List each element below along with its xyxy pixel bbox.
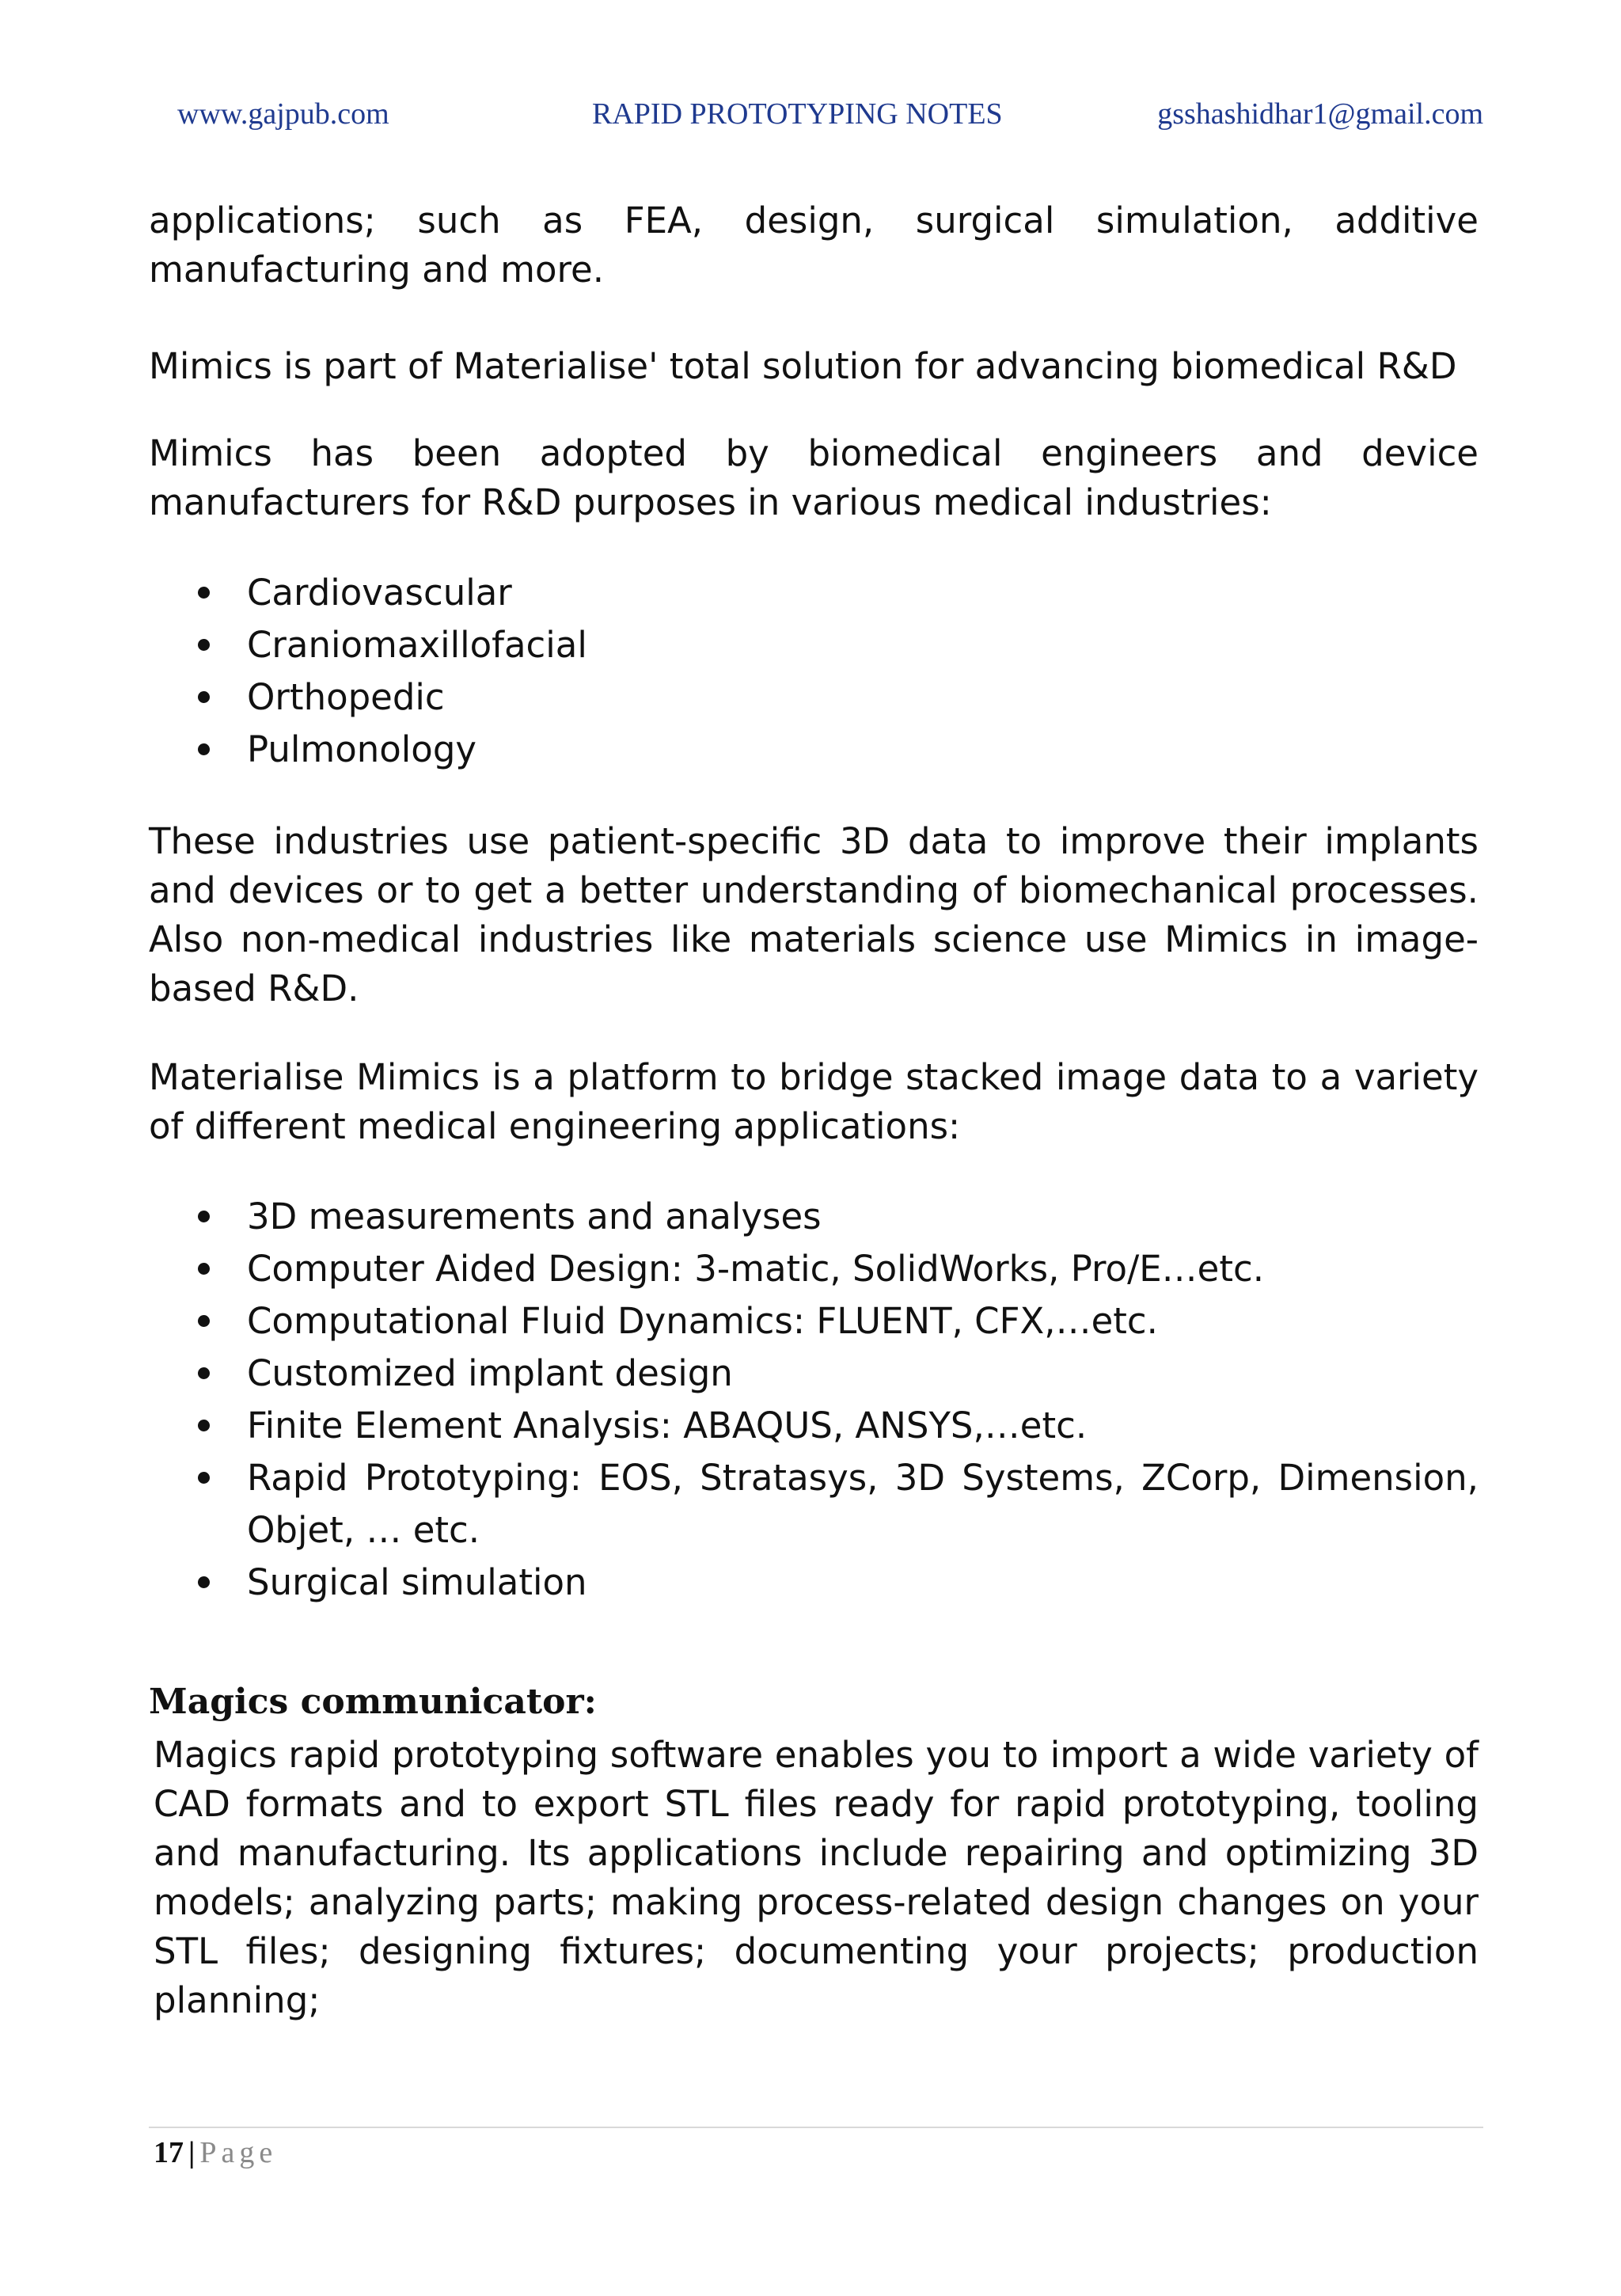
page-number: 17 (154, 2136, 184, 2169)
bullet-icon (198, 587, 210, 599)
bullet-icon (198, 743, 210, 755)
list-item (247, 619, 1479, 671)
bullet-icon (198, 1211, 210, 1222)
list-item (247, 724, 1479, 776)
list-item-text: Customized implant design (247, 1352, 733, 1394)
footer-divider (149, 2127, 1483, 2128)
page-label: Page (199, 2136, 278, 2169)
bullet-icon (198, 1367, 210, 1379)
footer-separator: | (188, 2136, 196, 2169)
list-item (247, 1295, 1479, 1348)
bullet-icon (198, 1576, 210, 1588)
document-body (149, 196, 1479, 2025)
bullet-icon (198, 1315, 210, 1327)
list-item (247, 1400, 1479, 1452)
list-item-text: Rapid Prototyping: EOS, Stratasys, 3D Systems, ZCorp, Dimension, Objet, … etc. (247, 1457, 1479, 1551)
list-item (247, 1557, 1479, 1609)
paragraph-magics: Magics rapid prototyping software enables you to import a wide variety of CAD formats and to export STL files ready for rapid prototyping, tooling and manufacturing. Its applications include repairing and optimizing 3D models; analyzing parts; making process-related design changes on your STL files; designing fixtures; documenting your projects; production planning; (154, 1734, 1479, 2021)
list-item-text: Craniomaxillofacial (247, 624, 587, 666)
applications-list (149, 1191, 1479, 1609)
list-item-text: 3D measurements and analyses (247, 1196, 822, 1237)
list-item (247, 1348, 1479, 1400)
bullet-icon (198, 1420, 210, 1431)
bullet-icon (198, 691, 210, 703)
list-item (247, 671, 1479, 724)
industries-list (149, 567, 1479, 776)
header-email: gsshashidhar1@gmail.com (1157, 97, 1483, 131)
paragraph-mimics-part: Mimics is part of Materialise' total solution for advancing biomedical R&D (149, 345, 1457, 387)
list-item-text: Surgical simulation (247, 1561, 587, 1603)
bullet-icon (198, 1263, 210, 1275)
section-heading: Magics communicator: (149, 1682, 597, 1722)
header-website: www.gajpub.com (177, 97, 389, 131)
list-item (247, 567, 1479, 619)
bullet-icon (198, 639, 210, 651)
list-item-text: Finite Element Analysis: ABAQUS, ANSYS,…etc. (247, 1405, 1088, 1446)
paragraph-applications: applications; such as FEA, design, surgical simulation, additive manufacturing and more. (149, 200, 1479, 291)
paragraph-mimics-adopted: Mimics has been adopted by biomedical engineers and device manufacturers for R&D purposes in various medical industries: (149, 432, 1479, 523)
list-item (247, 1452, 1479, 1557)
list-item (247, 1243, 1479, 1295)
list-item-text: Orthopedic (247, 676, 445, 718)
list-item-text: Computational Fluid Dynamics: FLUENT, CFX,…etc. (247, 1300, 1158, 1342)
list-item-text: Cardiovascular (247, 572, 512, 614)
paragraph-industries-use: These industries use patient-specific 3D data to improve their implants and devices or to get a better understanding of biomechanical processes. Also non-medical industries like materials science use Mimics in image-based R&D. (149, 820, 1479, 1009)
page-footer (154, 2133, 277, 2172)
bullet-icon (198, 1472, 210, 1484)
list-item (247, 1191, 1479, 1243)
header-title: RAPID PROTOTYPING NOTES (592, 97, 1003, 131)
page-header (177, 97, 1483, 136)
list-item-text: Computer Aided Design: 3-matic, SolidWorks, Pro/E…etc. (247, 1248, 1265, 1290)
paragraph-mimics-platform: Materialise Mimics is a platform to bridge stacked image data to a variety of different medical engineering applications: (149, 1056, 1479, 1147)
list-item-text: Pulmonology (247, 728, 477, 770)
